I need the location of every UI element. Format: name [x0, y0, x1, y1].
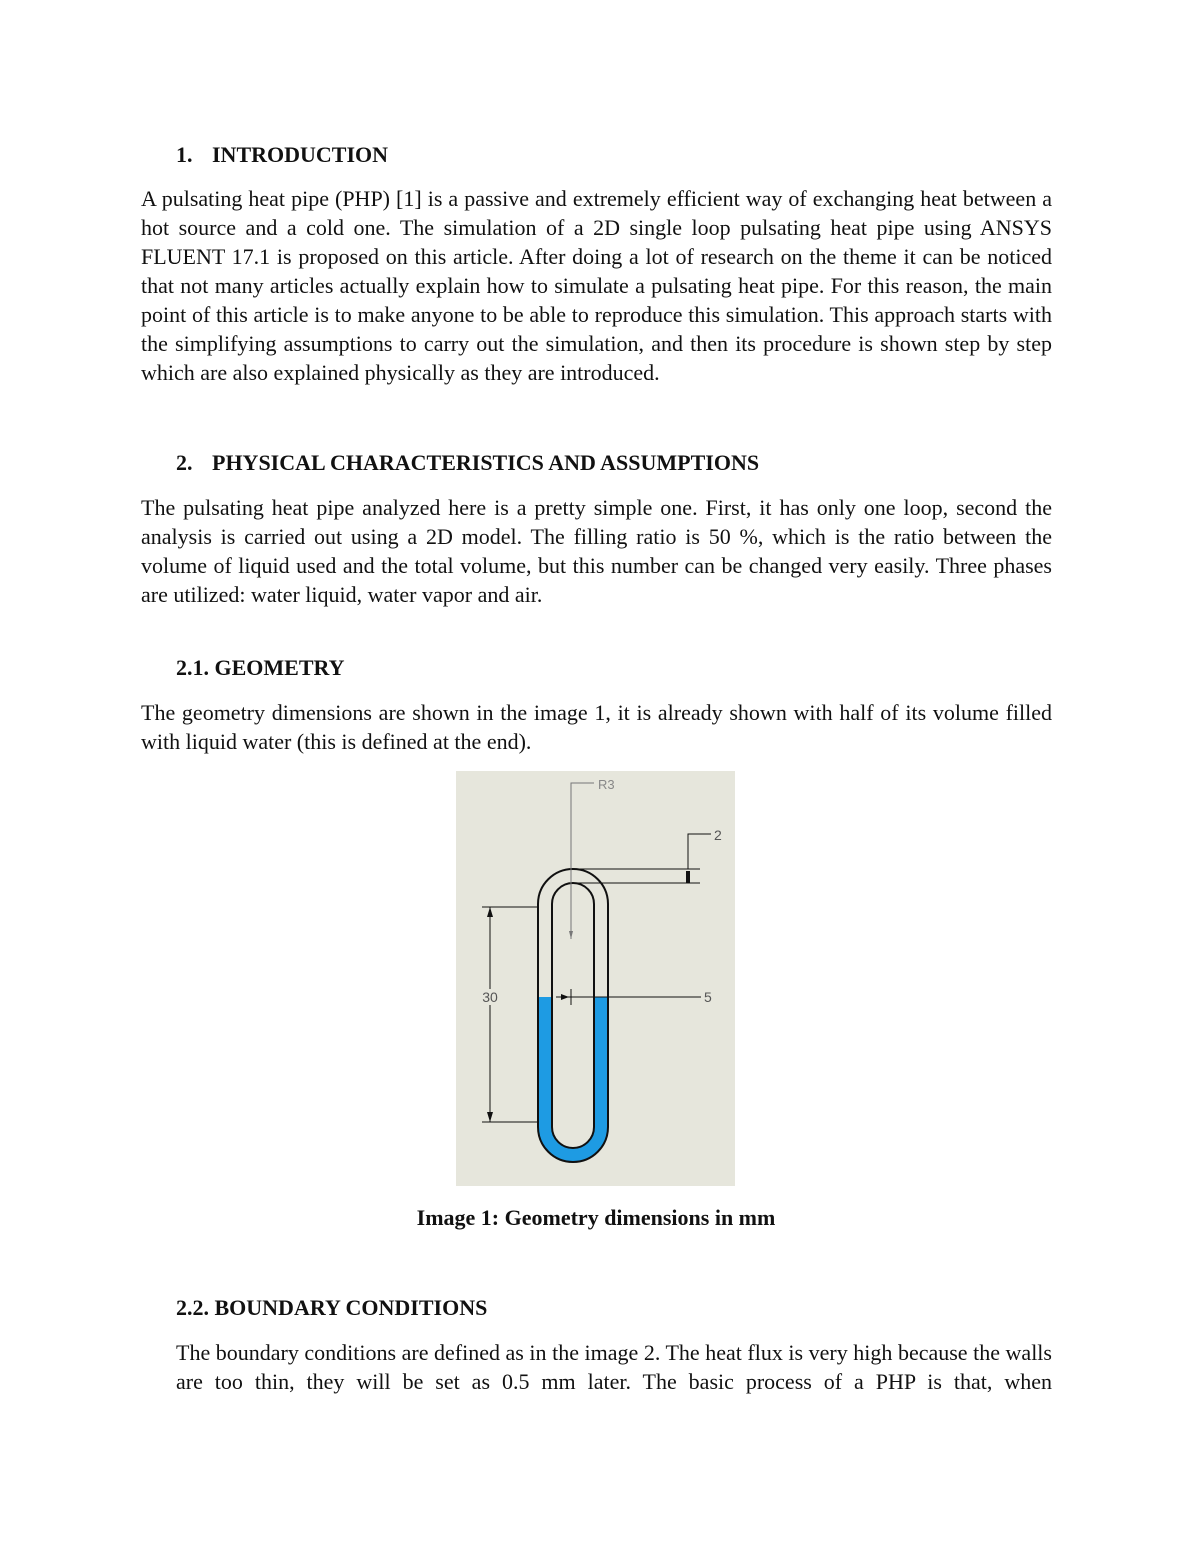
length-arrow-bottom: [487, 1112, 493, 1122]
radius-leader-line: [571, 783, 594, 939]
radius-label: R3: [598, 777, 615, 792]
heading-number: 2.: [176, 450, 193, 475]
section-heading-boundary-conditions: 2.2. BOUNDARY CONDITIONS: [176, 1295, 488, 1320]
length-label: 30: [482, 989, 498, 1005]
radius-arrowhead: [569, 931, 573, 939]
wall-label: 2: [714, 827, 722, 843]
wall-dim-leader: [688, 834, 711, 869]
inner-wall: [552, 883, 594, 1148]
section-heading-introduction: [176, 142, 388, 168]
physical-paragraph: The pulsating heat pipe analyzed here is a pretty simple one. First, it has only one loop, second the analysis is carried out using a 2D model. The filling ratio is 50 %, which is the ratio between the volume of liquid used and the total volume, but this number can be changed very easily. Three phases are utilized: water liquid, water vapor and air.: [141, 495, 1052, 607]
introduction-paragraph: A pulsating heat pipe (PHP) [1] is a passive and extremely efficient way of exchanging heat between a hot source and a cold one. The simulation of a 2D single loop pulsating heat pipe using ANSYS FLUENT 17.1 is proposed on this article. After doing a lot of research on the theme it can be noticed that not many articles actually explain how to simulate a pulsating heat pipe. For this reason, the main point of this article is to make anyone to be able to reproduce this simulation. This approach starts with the simplifying assumptions to carry out the simulation, and then its procedure is shown step by step which are also explained physically as they are introduced.: [141, 186, 1052, 385]
width-label: 5: [704, 989, 712, 1005]
heat-pipe-drawing: [456, 771, 735, 1186]
figure-caption: Image 1: Geometry dimensions in mm: [416, 1205, 776, 1230]
section-heading-geometry: 2.1. GEOMETRY: [176, 655, 345, 680]
width-arrowhead: [561, 994, 569, 1000]
liquid-fill: [538, 997, 608, 1162]
geometry-figure: [456, 771, 735, 1186]
geometry-paragraph: The geometry dimensions are shown in the image 1, it is already shown with half of its volume filled with liquid water (this is defined at the end).: [141, 700, 1052, 754]
wall-dim-marker: [686, 871, 690, 883]
heading-text: PHYSICAL CHARACTERISTICS AND ASSUMPTIONS: [212, 450, 760, 475]
length-arrow-top: [487, 907, 493, 917]
section-heading-physical: [176, 450, 759, 476]
heading-number: 1.: [176, 142, 193, 167]
boundary-paragraph: The boundary conditions are defined as in the image 2. The heat flux is very high because the walls are too thin, they will be set as 0.5 mm later. The basic process of a PHP is that, when: [176, 1340, 1052, 1394]
heading-text: INTRODUCTION: [212, 142, 389, 167]
